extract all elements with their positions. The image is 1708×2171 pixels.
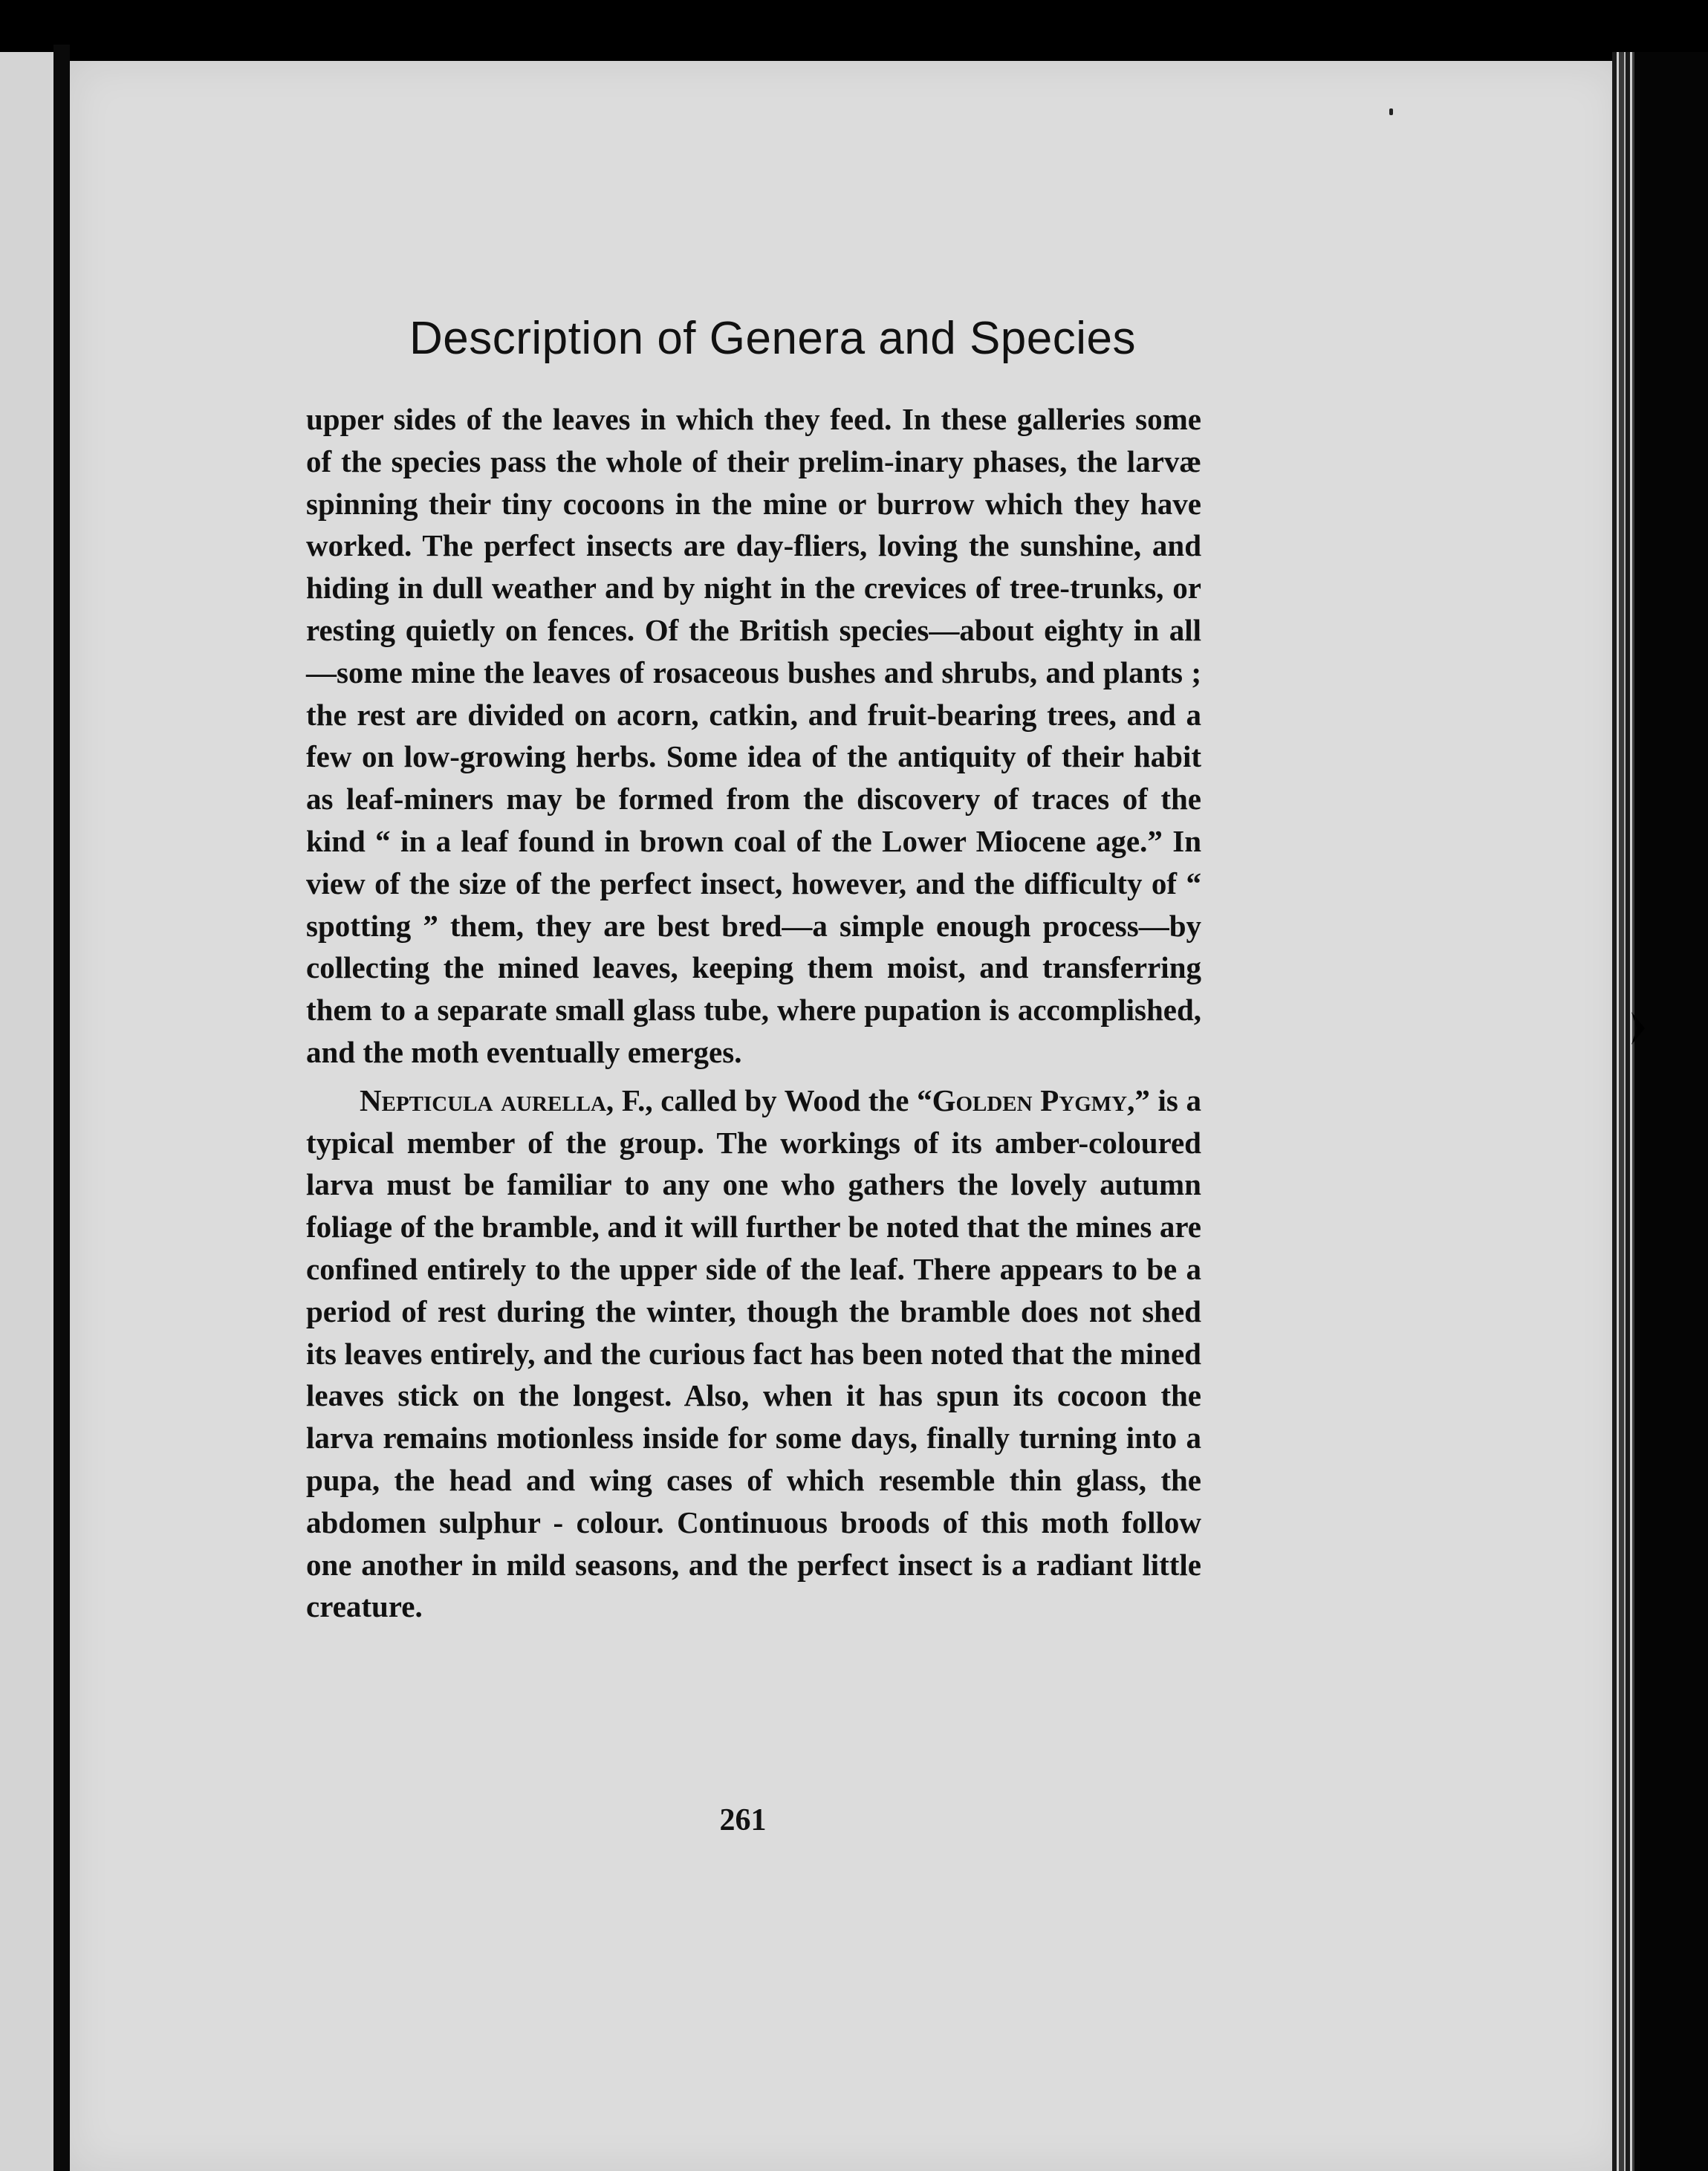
species-name: Nepticula aurella — [360, 1083, 606, 1117]
paragraph-1: upper sides of the leaves in which they feed. In these galleries some of the species pass the whole of their prelim-inary phases, the larvæ spinning their tiny cocoons in the mine or burrow which they have worked. The perfect insects are day-fliers, loving the sunshine, and hiding in dull weather and by night in the crevices of tree-trunks, or resting quietly on fences. Of the British species—about eighty in all—some mine the leaves of rosaceous bushes and shrubs, and plants ; the rest are divided on acorn, catkin, and fruit-bearing trees, and a few on low-growing herbs. Some idea of the antiquity of their habit as leaf-miners may be formed from the discovery of traces of the kind “ in a leaf found in brown coal of the Lower Miocene age.” In view of the size of the perfect insect, however, and the difficulty of “ spotting ” them, they are best bred—a simple enough process—by collecting the mined leaves, keeping them moist, and transferring them to a separate small glass tube, where pupation is accomplished, and the moth eventually emerges. — [306, 402, 1201, 1069]
common-name: Golden Pygmy — [932, 1083, 1128, 1117]
running-head: Description of Genera and Species — [409, 313, 1137, 364]
paragraph-2 — [306, 1080, 1201, 1628]
paper-speck — [1389, 108, 1393, 115]
scan-background-right — [1634, 52, 1708, 2171]
paragraph-2-text: ,” is a typical member of the group. The workings of its amber-coloured larva must be familiar to any one who gathers the lovely autumn foliage of the bramble, and it will further be noted that the mines are confined entirely to the upper side of the leaf. There appears to be a period of rest during the winter, though the bramble does not shed its leaves entirely, and the curious fact has been noted that the mined leaves stick on the longest. Also, when it has spun its cocoon the larva remains motionless inside for some days, finally turning into a pupa, the head and wing cases of which resemble thin glass, the abdomen sulphur - colour. Continuous broods of this moth follow one another in mild seasons, and the perfect insect is a radiant little creature. — [306, 1083, 1201, 1624]
body-text — [306, 398, 1201, 1628]
page-number: 261 — [719, 1803, 767, 1837]
book-gutter — [53, 45, 70, 2171]
species-authority: , F., called by Wood the “ — [605, 1083, 932, 1117]
facing-page-edge — [0, 52, 53, 2171]
